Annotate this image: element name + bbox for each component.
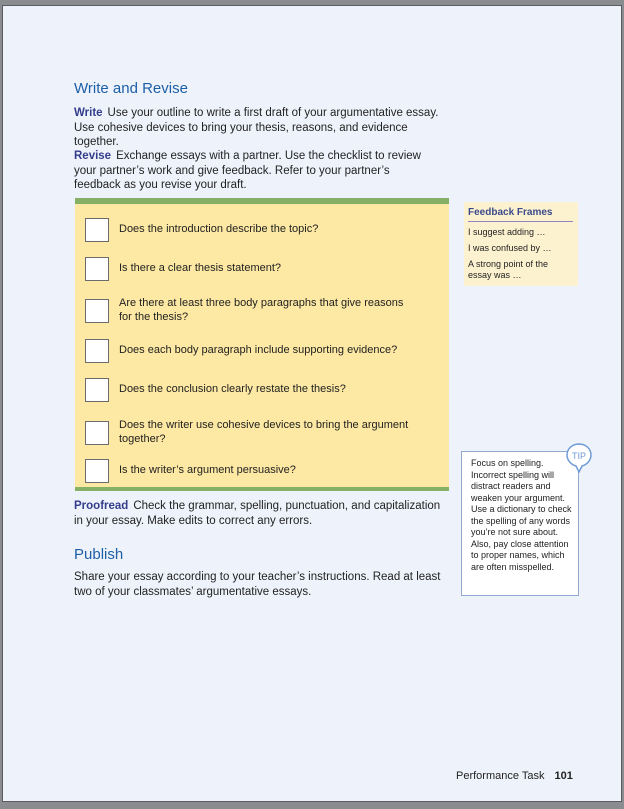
section-heading-write-and-revise: Write and Revise — [74, 80, 188, 97]
checkbox[interactable] — [85, 299, 109, 323]
feedback-frame-line: I suggest adding … — [468, 227, 546, 237]
proofread-text: Check the grammar, spelling, punctuation, and capitalization in your essay. Make edits to correct any errors. — [74, 500, 441, 527]
publish-paragraph: Share your essay according to your teacher’s instructions. Read at least two of your classmates’ argumentative essays. — [74, 571, 441, 598]
checklist-item[interactable] — [85, 218, 419, 242]
feedback-frame-line: I was confused by … — [468, 243, 552, 253]
proofread-paragraph — [74, 499, 444, 528]
checklist-question: Are there at least three body paragraphs that give reasons for the thesis? — [119, 297, 404, 323]
checklist-question: Does the writer use cohesive devices to bring the argument together? — [119, 419, 409, 445]
checkbox[interactable] — [85, 378, 109, 402]
feedback-frame-line: A strong point of the essay was … — [468, 259, 549, 280]
checklist-question: Does the conclusion clearly restate the thesis? — [119, 383, 346, 396]
tip-badge-icon — [566, 443, 592, 473]
feedback-frames-divider — [468, 221, 573, 222]
proofread-label: Proofread — [74, 500, 129, 512]
checklist-question: Does each body paragraph include supporting evidence? — [119, 344, 398, 357]
write-paragraph — [74, 106, 446, 150]
footer-section-name: Performance Task — [456, 770, 545, 782]
page — [2, 5, 622, 802]
page-number: 101 — [554, 770, 573, 782]
checklist-item[interactable] — [85, 459, 419, 483]
tip-text: Focus on spelling. Incorrect spelling will distract readers and weaken your argument. Use a dictionary to check the spelling of any words you’re not sure about. Also, pay close attention to proper names, which are often misspelled. — [471, 458, 572, 572]
checklist-item[interactable] — [85, 339, 419, 363]
checkbox[interactable] — [85, 218, 109, 242]
tip-box — [461, 451, 579, 596]
revise-label: Revise — [74, 150, 112, 162]
checklist-question: Is the writer’s argument persuasive? — [119, 464, 296, 477]
checkbox[interactable] — [85, 421, 109, 445]
checklist-item[interactable] — [85, 297, 419, 324]
tip-badge-label: TIP — [571, 451, 587, 461]
revision-checklist — [75, 198, 449, 491]
checklist-question: Is there a clear thesis statement? — [119, 262, 282, 275]
page-footer — [456, 770, 573, 782]
write-label: Write — [74, 107, 103, 119]
feedback-frames-box — [464, 202, 578, 286]
checkbox[interactable] — [85, 459, 109, 483]
write-text: Use your outline to write a first draft of your argumentative essay. Use cohesive devices to bring your thesis, reasons, and evidence together. — [74, 107, 439, 148]
checklist-item[interactable] — [85, 257, 419, 281]
section-heading-publish: Publish — [74, 546, 124, 563]
revise-text: Exchange essays with a partner. Use the checklist to review your partner’s work and give feedback. Refer to your partner’s feedback as you revise your draft. — [74, 150, 421, 191]
checklist-item[interactable] — [85, 419, 419, 446]
checklist-item[interactable] — [85, 378, 419, 402]
revise-paragraph — [74, 149, 436, 193]
checklist-question: Does the introduction describe the topic? — [119, 223, 319, 236]
checkbox[interactable] — [85, 257, 109, 281]
checkbox[interactable] — [85, 339, 109, 363]
feedback-frames-title: Feedback Frames — [468, 207, 553, 218]
